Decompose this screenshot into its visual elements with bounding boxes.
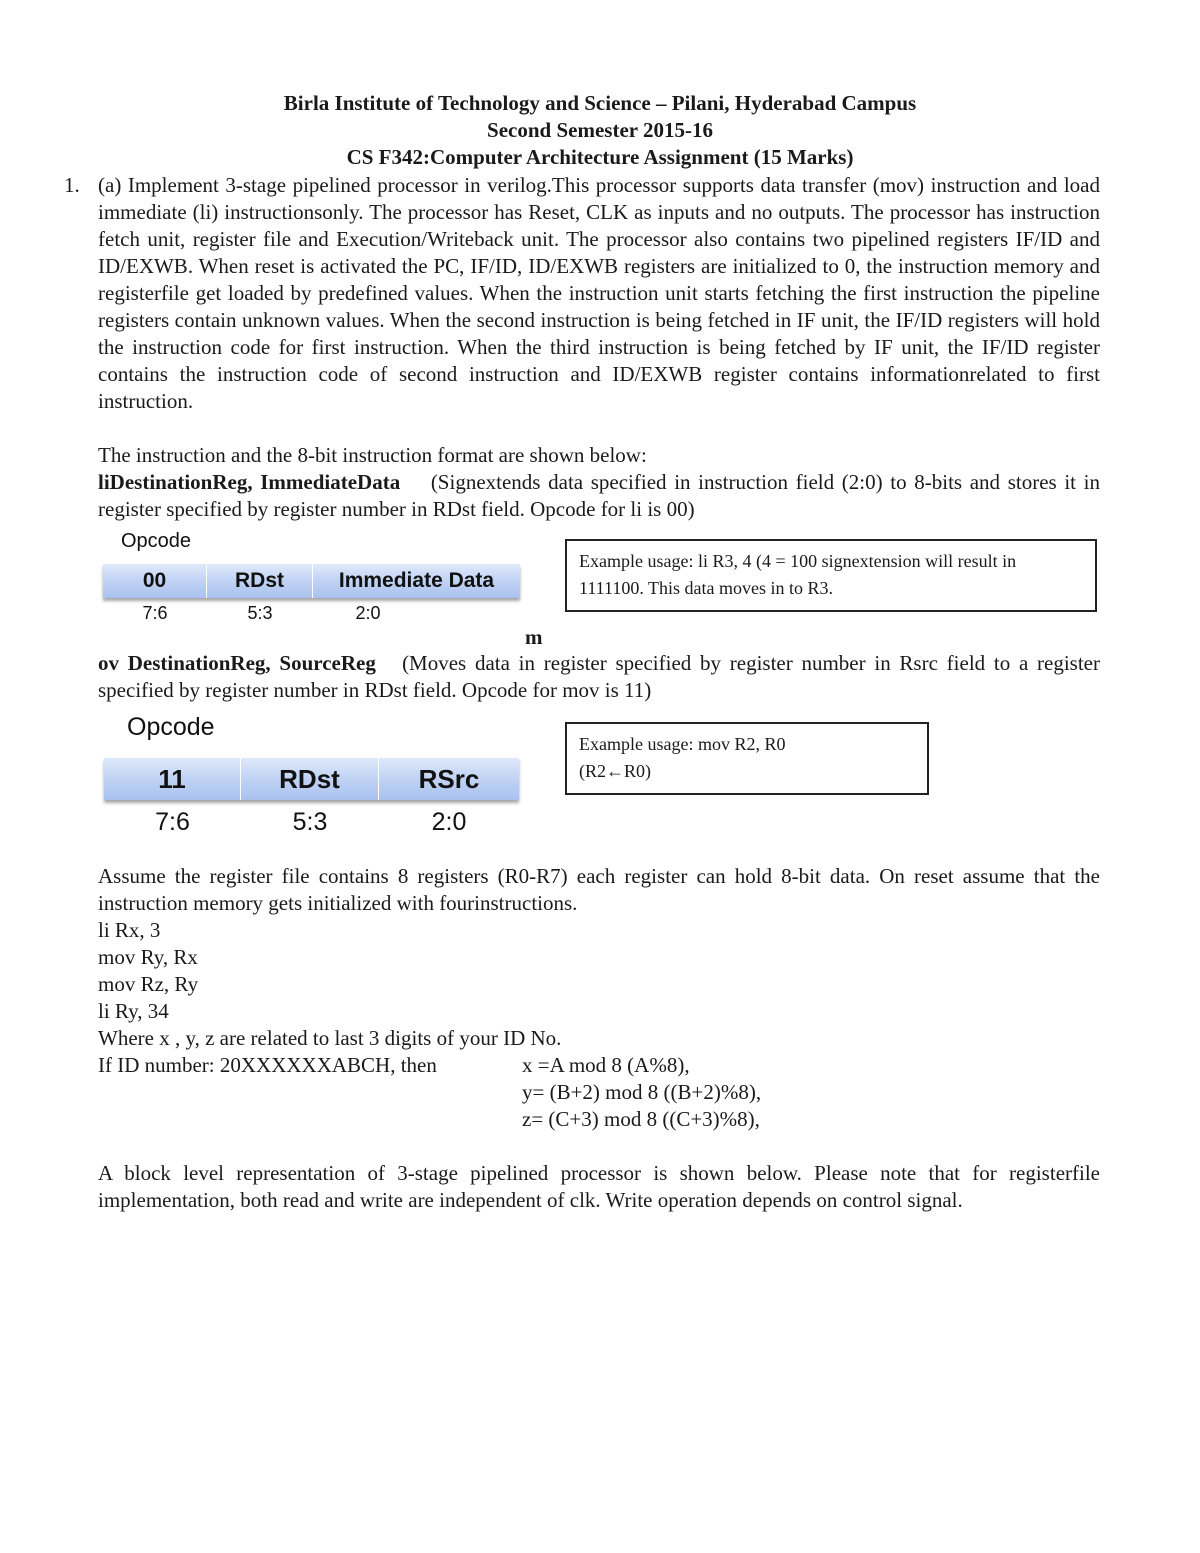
id-number-line: If ID number: 20XXXXXXABCH, then — [98, 1053, 437, 1077]
mov-example-line2: (R2←R0) — [579, 761, 651, 781]
document-header — [0, 90, 1200, 171]
li-bits-rdst: 5:3 — [247, 603, 273, 623]
format-intro: The instruction and the 8-bit instruction format are shown below: — [98, 443, 647, 467]
mov-field-rdst: RDst — [241, 758, 379, 800]
where-line: Where x , y, z are related to last 3 digits of your ID No. — [98, 1026, 562, 1050]
mov-bit-ranges — [104, 808, 519, 837]
institute-name: Birla Institute of Technology and Science – Pilani, Hyderabad Campus — [283, 91, 917, 115]
semester: Second Semester 2015-16 — [487, 118, 713, 142]
question-part-a: (a) Implement 3-stage pipelined processor in verilog.This processor supports data transfer (mov) instruction and load immediate (li) instructionsonly. The processor has Reset, CLK as inputs and no outputs. The processor has instruction fetch unit, register file and Execution/Writeback unit. The processor also contains two pipelined registers IF/ID and ID/EXWB. When reset is activated the PC, IF/ID, ID/EXWB registers are initialized to 0, the instruction memory and registerfile get loaded by predefined values. When the instruction unit starts fetching the first instruction the pipeline registers contain unknown values. When the second instruction is being fetched in IF unit, the IF/ID registers will hold the instruction code for first instruction. When the third instruction is being fetched by IF unit, the IF/ID register contains the instruction code of second instruction and ID/EXWB register contains informationrelated to first instruction. — [98, 173, 1100, 413]
mov-bits-opcode: 7:6 — [155, 808, 190, 836]
mov-bits-rsrc: 2:0 — [431, 808, 467, 836]
mov-field-opcode: 11 — [104, 758, 241, 800]
instruction-list-item: li Rx, 3 — [98, 918, 161, 942]
li-opcode-label: Opcode — [121, 530, 192, 552]
block-level-text: A block level representation of 3-stage pipelined processor is shown below. Please note that for registerfile implementation, both read and write are independent of clk. Write operation depends on control signal. — [98, 1161, 1100, 1212]
register-file-text: Assume the register file contains 8 registers (R0-R7) each register can hold 8-bit data. On reset assume that the instruction memory gets initialized with fourinstructions. — [98, 864, 1100, 915]
mov-description — [98, 650, 1100, 704]
z-formula: z= (C+3) mod 8 ((C+3)%8), — [522, 1107, 760, 1131]
assignment-title: CS F342:Computer Architecture Assignment (15 Marks) — [346, 145, 854, 169]
li-example-box: Example usage: li R3, 4 (4 = 100 signextension will result in 1111100. This data moves in to R3. — [565, 539, 1097, 612]
li-format-bar — [103, 564, 520, 598]
instruction-list-item: mov Rz, Ry — [98, 972, 199, 996]
mov-format-bar — [104, 758, 519, 800]
instruction-list-item: li Ry, 34 — [98, 999, 169, 1023]
mov-syntax: ov DestinationReg, SourceReg — [98, 651, 376, 675]
li-bit-ranges — [103, 603, 423, 624]
instruction-list-item: mov Ry, Rx — [98, 945, 198, 969]
li-description-text: (Signextends data specified in instruction field (2:0) to 8-bits and stores it in register specified by register number in RDst field. Opcode for li is 00) — [98, 470, 1100, 521]
li-syntax: liDestinationReg, ImmediateData — [98, 470, 401, 494]
mov-stray-m: m — [525, 625, 543, 649]
mov-opcode-label: Opcode — [127, 713, 215, 741]
mov-example-box — [565, 722, 929, 795]
y-formula: y= (B+2) mod 8 ((B+2)%8), — [522, 1080, 762, 1104]
x-formula: x =A mod 8 (A%8), — [522, 1053, 690, 1077]
li-field-rdst: RDst — [207, 564, 313, 598]
mov-description-text: (Moves data in register specified by register number in Rsrc field to a register specified by register number in RDst field. Opcode for mov is 11) — [98, 651, 1100, 702]
li-description — [98, 469, 1100, 523]
mov-bits-rdst: 5:3 — [292, 808, 328, 836]
li-bits-immediate: 2:0 — [355, 603, 381, 623]
question-number: 1. — [64, 173, 80, 197]
li-field-opcode: 00 — [103, 564, 207, 598]
li-field-immediate: Immediate Data — [313, 564, 520, 598]
mov-field-rsrc: RSrc — [379, 758, 519, 800]
mov-example-line1: Example usage: mov R2, R0 — [579, 734, 786, 754]
li-bits-opcode: 7:6 — [142, 603, 168, 623]
